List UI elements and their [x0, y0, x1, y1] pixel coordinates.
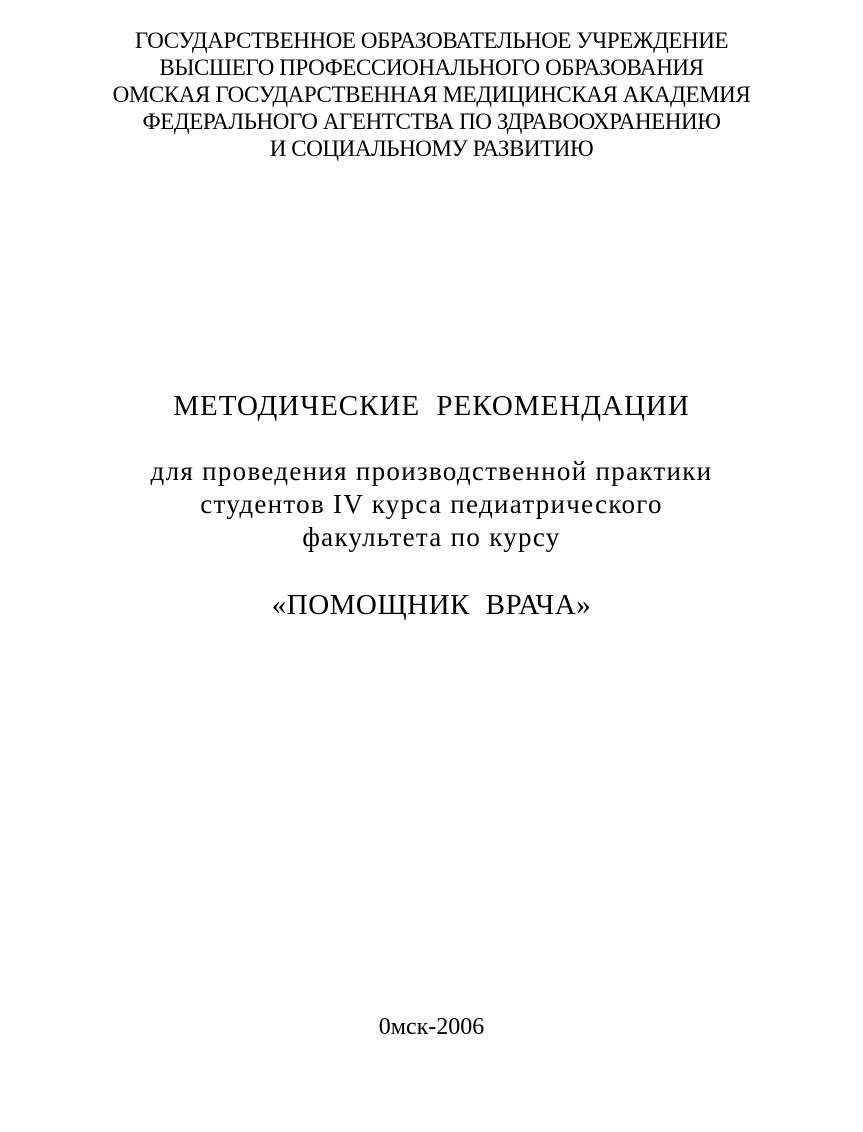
header-line: ГОСУДАРСТВЕННОЕ ОБРАЗОВАТЕЛЬНОЕ УЧРЕЖДЕНИЕ [134, 28, 729, 53]
header-line: И СОЦИАЛЬНОМУ РАЗВИТИЮ [269, 136, 594, 161]
subtitle-line: для проведения производственной практики [150, 456, 713, 486]
institution-header [0, 27, 863, 162]
document-subtitle [0, 455, 863, 554]
header-line: ВЫСШЕГО ПРОФЕССИОНАЛЬНОГО ОБРАЗОВАНИЯ [159, 55, 704, 80]
header-line: ОМСКАЯ ГОСУДАРСТВЕННАЯ МЕДИЦИНСКАЯ АКАДЕМИЯ [112, 82, 751, 107]
subtitle-line: студентов IV курса педиатрического [200, 489, 663, 519]
subtitle-line: факультета по курсу [302, 522, 561, 552]
header-line: ФЕДЕРАЛЬНОГО АГЕНТСТВА ПО ЗДРАВООХРАНЕНИЮ [142, 109, 721, 134]
course-name: «ПОМОЩНИК ВРАЧА» [271, 589, 592, 621]
document-title: МЕТОДИЧЕСКИЕ РЕКОМЕНДАЦИИ [173, 390, 690, 422]
city-year: 0мск-2006 [378, 1014, 485, 1040]
